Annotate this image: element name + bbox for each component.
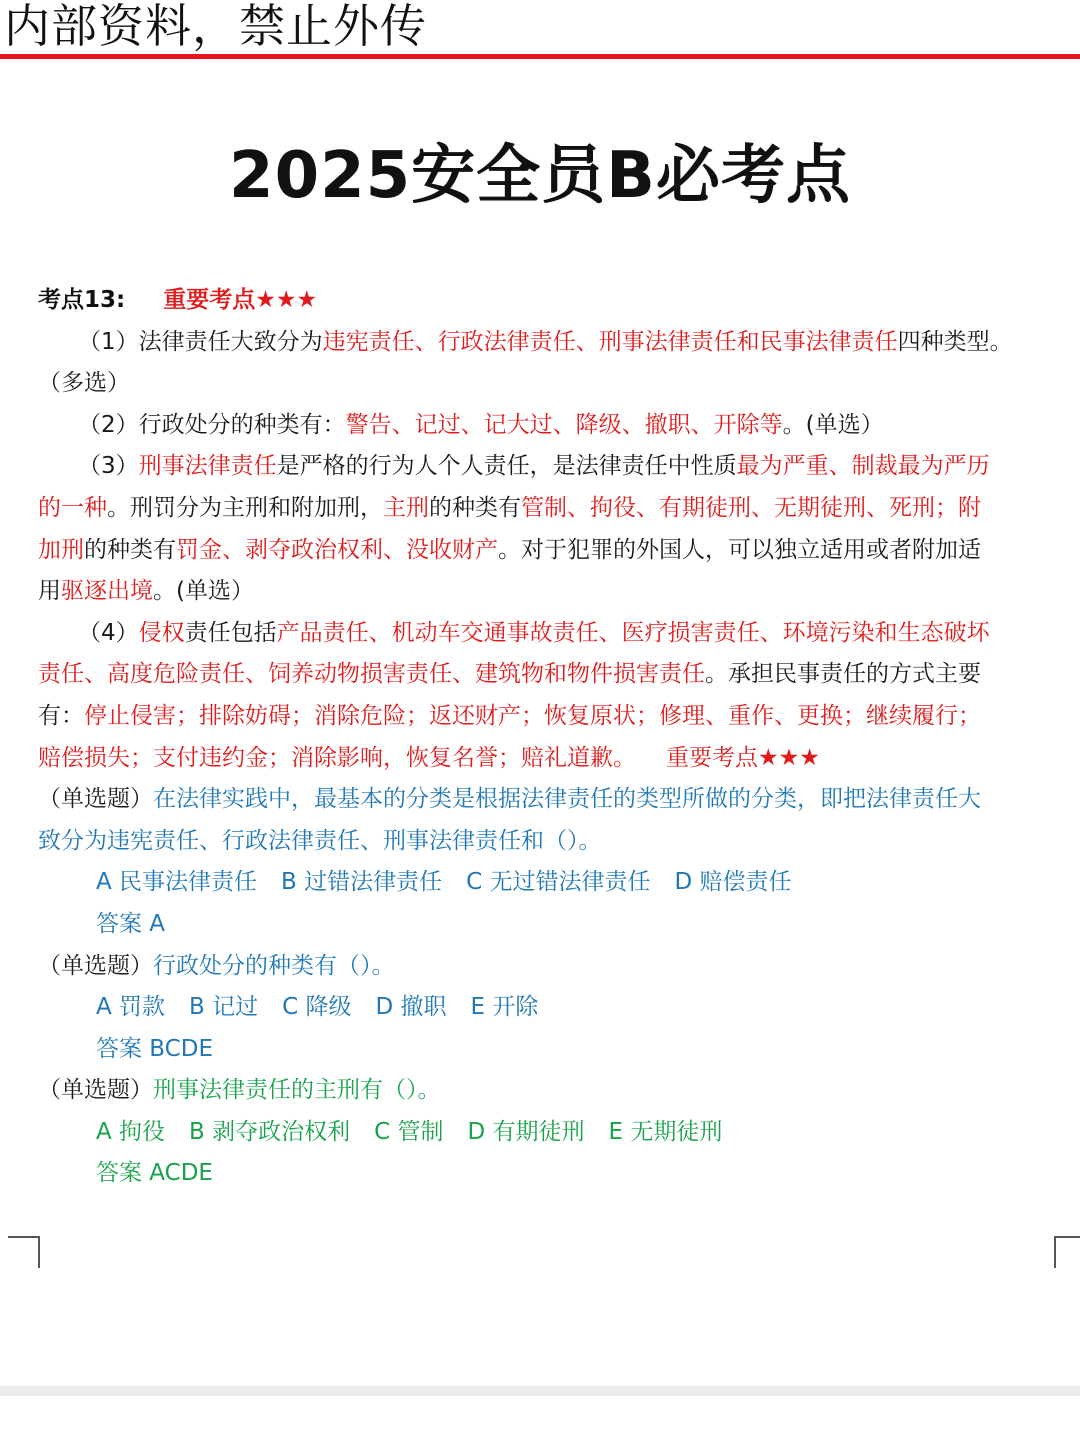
question-type: （单选题） (38, 786, 153, 813)
option: D 有期徒刑 (467, 1118, 585, 1145)
question-3-line-1 (38, 1070, 1054, 1112)
section-label: 考点13: (38, 287, 126, 313)
item-3-line-1: （3）刑事法律责任是严格的行为人个人责任，是法律责任中性质最为严重、制裁最为严历 (78, 453, 990, 480)
item-1-line-2: （多选） (38, 370, 130, 397)
item-4-line-2: 责任、高度危险责任、饲养动物损害责任、建筑物和物件损害责任。承担民事责任的方式主要 (38, 661, 981, 688)
item-2-line-1: （2）行政处分的种类有：警告、记过、记大过、降级、撤职、开除等。(单选） (78, 411, 884, 438)
option: A 罚款 (96, 994, 166, 1021)
question-text: 行政处分的种类有（）。 (153, 952, 395, 979)
banner-divider (0, 54, 1080, 59)
document-title: 2025安全员B必考点 (229, 139, 851, 213)
option: B 过错法律责任 (281, 869, 443, 896)
option: C 降级 (282, 994, 352, 1021)
item-4-line-3: 有：停止侵害；排除妨碍；消除危险；返还财产；恢复原状；修理、重作、更换；继续履行； (38, 702, 981, 729)
question-type: （单选题） (38, 952, 153, 979)
option: D 赔偿责任 (674, 869, 792, 896)
item-4-line-4: 赔偿损失；支付违约金；消除影响，恢复名誉；赔礼道歉。 重要考点★★★ (38, 744, 820, 771)
option: A 民事法律责任 (96, 869, 258, 896)
option: B 剥夺政治权利 (189, 1118, 351, 1145)
item-4-line-1: （4）侵权责任包括产品责任、机动车交通事故责任、医疗损害责任、环境污染和生态破坏 (78, 619, 990, 646)
option: E 无期徒刑 (608, 1118, 723, 1145)
option: B 记过 (189, 994, 259, 1021)
option: E 开除 (470, 994, 539, 1021)
item-3-line-4: 用驱逐出境。(单选） (38, 578, 254, 605)
item-3-line-2: 的一种。刑罚分为主刑和附加刑，主刑的种类有管制、拘役、有期徒刑、无期徒刑、死刑；附 (38, 494, 981, 521)
item-3-line-3: 加刑的种类有罚金、剥夺政治权利、没收财产。对于犯罪的外国人，可以独立适用或者附加适 (38, 536, 981, 563)
page-footer-band (0, 1386, 1080, 1396)
section-heading (38, 280, 1054, 322)
question-text: 刑事法律责任的主刑有（）。 (153, 1077, 441, 1104)
question-3-answer: 答案 ACDE (96, 1160, 213, 1187)
question-1-answer: 答案 A (96, 910, 166, 937)
question-3-options (38, 1112, 1054, 1154)
page-corner-mark-right (1054, 1236, 1080, 1268)
importance-badge: 重要考点★★★ (163, 287, 318, 313)
question-1-line-1 (38, 779, 1054, 821)
option: C 管制 (374, 1118, 444, 1145)
question-1-options (38, 862, 1054, 904)
option: D 撤职 (375, 994, 447, 1021)
question-2-options (38, 987, 1054, 1029)
importance-badge: 重要考点★★★ (666, 744, 820, 771)
question-type: （单选题） (38, 1077, 153, 1104)
item-1-line-1: （1）法律责任大致分为违宪责任、行政法律责任、刑事法律责任和民事法律责任四种类型。 (78, 328, 1013, 355)
question-2-line-1 (38, 946, 1054, 988)
document-body (38, 280, 1054, 1195)
option: A 拘役 (96, 1118, 166, 1145)
option: C 无过错法律责任 (466, 869, 651, 896)
page-corner-mark-left (8, 1236, 40, 1268)
question-text: 在法律实践中，最基本的分类是根据法律责任的类型所做的分类，即把法律责任大 (153, 786, 981, 813)
question-1-line-2: 致分为违宪责任、行政法律责任、刑事法律责任和（）。 (38, 827, 602, 854)
question-2-answer: 答案 BCDE (96, 1035, 213, 1062)
confidential-banner: 内部资料，禁止外传 (4, 0, 427, 53)
